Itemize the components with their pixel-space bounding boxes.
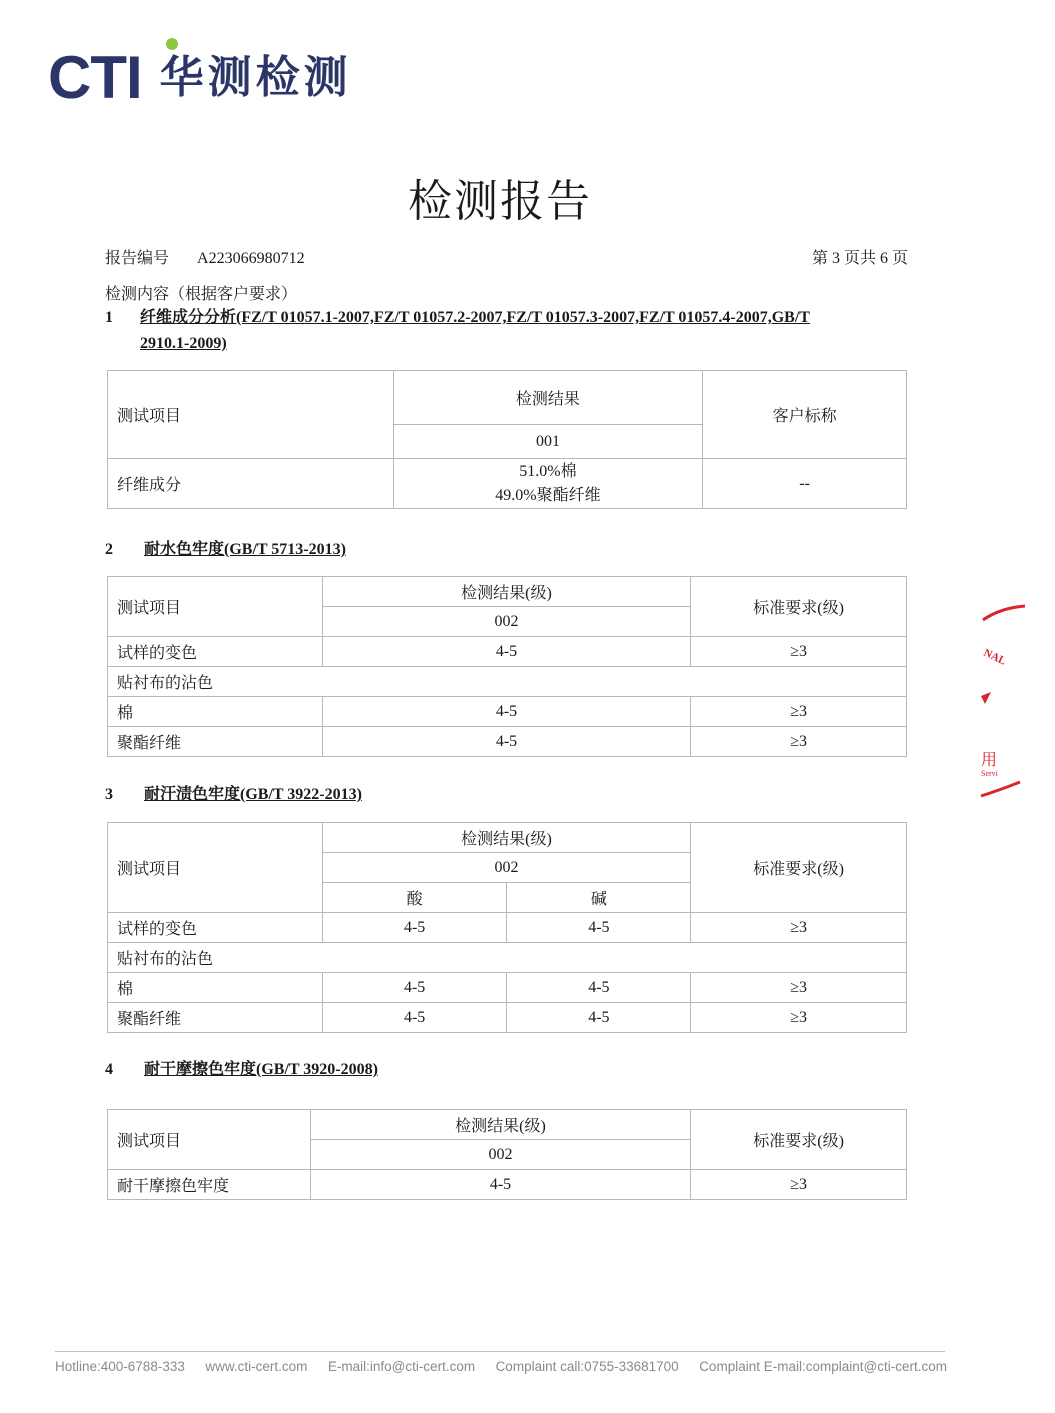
header-sample: 001	[393, 425, 703, 459]
table-row	[108, 1170, 907, 1200]
header-acid: 酸	[322, 883, 507, 913]
row-req: ≥3	[691, 637, 907, 667]
row-acid: 4-5	[322, 973, 507, 1003]
footer-website[interactable]: www.cti-cert.com	[205, 1359, 308, 1374]
section-4-heading	[105, 1057, 378, 1083]
row-alkali: 4-5	[507, 1003, 691, 1033]
result-line-1: 51.0%棉	[519, 462, 577, 480]
section-number: 1	[105, 309, 113, 326]
row-item: 试样的变色	[108, 637, 323, 667]
row-value: 4-5	[322, 637, 691, 667]
footer-hotline: Hotline:400-6788-333	[55, 1359, 185, 1374]
header-result: 检测结果(级)	[322, 577, 691, 607]
footer-divider	[55, 1351, 945, 1352]
logo-dot-icon	[166, 38, 178, 50]
stamp-subtext: Servi	[981, 769, 998, 778]
logo-latin: CTI	[48, 44, 142, 111]
page-title: 检测报告	[408, 177, 592, 226]
section-3-heading	[105, 782, 362, 808]
report-no: A223066980712	[197, 250, 305, 267]
header-item: 测试项目	[108, 823, 323, 913]
table-row	[108, 697, 907, 727]
table-row	[108, 727, 907, 757]
row-alkali: 4-5	[507, 913, 691, 943]
section-title: 耐水色牢度(GB/T 5713-2013)	[144, 541, 346, 558]
row-req: ≥3	[691, 1003, 907, 1033]
section-number: 2	[105, 541, 113, 558]
header-item: 测试项目	[108, 371, 394, 459]
row-item: 试样的变色	[108, 913, 323, 943]
row-item: 贴衬布的沾色	[108, 667, 907, 697]
table-row	[108, 1003, 907, 1033]
header-item: 测试项目	[108, 1110, 311, 1170]
row-item: 聚酯纤维	[108, 727, 323, 757]
section-number: 3	[105, 786, 113, 803]
row-req: ≥3	[691, 727, 907, 757]
section-title: 耐干摩擦色牢度(GB/T 3920-2008)	[144, 1061, 378, 1078]
svg-text:NAL: NAL	[981, 646, 1008, 668]
header-extra: 客户标称	[703, 371, 907, 459]
perspiration-fastness-table	[107, 822, 907, 1033]
row-item: 棉	[108, 973, 323, 1003]
header-sample: 002	[322, 607, 691, 637]
section-title-cont: 2910.1-2009)	[140, 335, 227, 352]
footer	[55, 1359, 947, 1374]
fiber-composition-table	[107, 370, 907, 509]
content-label: 检测内容（根据客户要求）	[105, 286, 298, 303]
footer-email[interactable]: E-mail:info@cti-cert.com	[327, 1359, 476, 1374]
row-req: ≥3	[691, 697, 907, 727]
header-req: 标准要求(级)	[691, 823, 907, 913]
row-alkali: 4-5	[507, 973, 691, 1003]
header-sample: 002	[322, 853, 691, 883]
stamp-text: 用	[981, 752, 998, 769]
header-item: 测试项目	[108, 577, 323, 637]
water-fastness-table	[107, 576, 907, 757]
header-sample: 002	[310, 1140, 691, 1170]
section-number: 4	[105, 1061, 113, 1078]
header-result: 检测结果	[393, 371, 703, 425]
table-row	[108, 943, 907, 973]
table-row	[108, 913, 907, 943]
row-acid: 4-5	[322, 1003, 507, 1033]
page-info: 第 3 页共 6 页	[811, 250, 908, 267]
row-value: 4-5	[322, 727, 691, 757]
table-row	[108, 667, 907, 697]
logo-chinese: 华测检测	[159, 52, 352, 103]
row-item: 棉	[108, 697, 323, 727]
official-stamp-icon	[975, 600, 1055, 800]
row-value: 4-5	[310, 1170, 691, 1200]
dry-rubbing-fastness-table	[107, 1109, 907, 1200]
section-title: 耐汗渍色牢度(GB/T 3922-2013)	[144, 786, 362, 803]
header-result: 检测结果(级)	[322, 823, 691, 853]
report-meta	[105, 245, 908, 267]
header-req: 标准要求(级)	[691, 577, 907, 637]
company-logo	[48, 38, 352, 111]
section-title: 纤维成分分析(FZ/T 01057.1-2007,FZ/T 01057.2-2007,FZ/T 01057.3-2007,FZ/T 01057.4-2007,GB/T	[140, 309, 810, 326]
row-item: 贴衬布的沾色	[108, 943, 907, 973]
report-no-label: 报告编号	[105, 250, 170, 267]
section-2-heading	[105, 537, 346, 563]
header-req: 标准要求(级)	[691, 1110, 907, 1170]
row-item: 耐干摩擦色牢度	[108, 1170, 311, 1200]
row-item: 纤维成分	[108, 459, 394, 509]
footer-complaint-email[interactable]: Complaint E-mail:complaint@cti-cert.com	[699, 1359, 947, 1374]
section-1-heading	[105, 305, 895, 357]
footer-complaint-call: Complaint call:0755-33681700	[495, 1359, 679, 1374]
row-value: 4-5	[322, 697, 691, 727]
row-item: 聚酯纤维	[108, 1003, 323, 1033]
row-result	[393, 459, 703, 509]
table-row	[108, 637, 907, 667]
row-req: ≥3	[691, 913, 907, 943]
header-alkali: 碱	[507, 883, 691, 913]
result-line-2: 49.0%聚酯纤维	[495, 486, 601, 504]
row-req: ≥3	[691, 1170, 907, 1200]
header-result: 检测结果(级)	[310, 1110, 691, 1140]
table-row	[108, 973, 907, 1003]
row-extra: --	[703, 459, 907, 509]
table-row	[108, 459, 907, 509]
row-req: ≥3	[691, 973, 907, 1003]
row-acid: 4-5	[322, 913, 507, 943]
